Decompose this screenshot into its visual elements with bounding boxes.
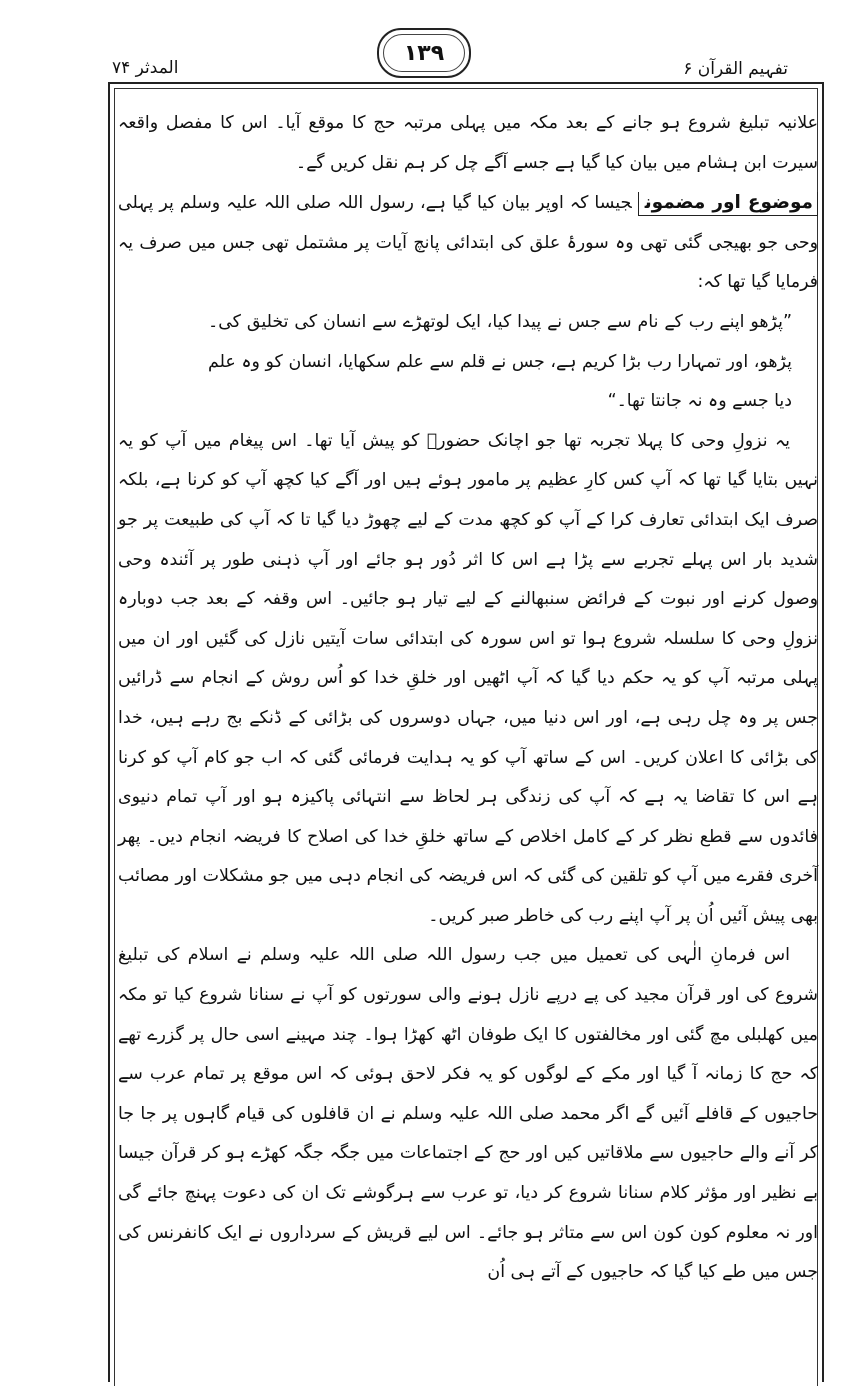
surah-name: المدثر ۷۴ (112, 58, 179, 78)
body-text (118, 104, 818, 1293)
quoted-verse: ”پڑھو اپنے رب کے نام سے جس نے پیدا کیا، ایک لوتھڑے سے انسان کی تخلیق کی۔ پڑھو، اور تمہارا رب بڑا کریم ہے، جس نے قلم سے علم سکھایا، انسان کو وہ علم دیا جسے وہ نہ جانتا تھا۔“ (208, 311, 792, 412)
paragraph (118, 183, 818, 303)
section-heading: موضوع اور مضمون (638, 192, 818, 216)
paragraph: علانیہ تبلیغ شروع ہو جانے کے بعد مکہ میں پہلی مرتبہ حج کا موقع آیا۔ اس کا مفصل واقعہ سیرت ابن ہشام میں بیان کیا گیا ہے جسے آگے چل کر ہم نقل کریں گے۔ (118, 113, 818, 173)
page-number-badge: ۱۳۹ (377, 28, 471, 78)
page-header (0, 0, 848, 80)
paragraph: اس فرمانِ الٰہی کی تعمیل میں جب رسول اللہ صلی اللہ علیہ وسلم نے اسلام کی تبلیغ شروع کی اور قرآن مجید کی پے درپے نازل ہونے والی سورتوں کو آپ نے سنانا شروع کیا تو مکہ میں کھلبلی مچ گئی اور مخالفتوں کا ایک طوفان اٹھ کھڑا ہوا۔ چند مہینے اسی حال پر گزرے تھے کہ حج کا زمانہ آ گیا اور مکے کے لوگوں کو یہ فکر لاحق ہوئی کہ اس موقع پر تمام عرب سے حاجیوں کے قافلے آئیں گے اگر محمد صلی اللہ علیہ وسلم نے ان قافلوں کی قیام گاہوں پر جا جا کر آنے والے حاجیوں سے ملاقاتیں کیں اور حج کے اجتماعات میں جگہ جگہ کھڑے ہو کر قرآن جیسا بے نظیر اور مؤثر کلام سنانا شروع کر دیا، تو عرب سے ہرگوشے تک ان کی دعوت پہنچ جائے گی اور نہ معلوم کون کون اس سے متاثر ہو جائے۔ اس لیے قریش کے سرداروں نے ایک کانفرنس کی جس میں طے کیا گیا کہ حاجیوں کے آتے ہی اُن (118, 945, 818, 1283)
paragraph: یہ نزولِ وحی کا پہلا تجربہ تھا جو اچانک حضورؐ کو پیش آیا تھا۔ اس پیغام میں آپ کو یہ نہیں بتایا گیا تھا کہ آپ کس کارِ عظیم پر مامور ہوئے ہیں اور آگے کیا کچھ آپ کو کرنا ہے، بلکہ صرف ایک ابتدائی تعارف کرا کے آپ کو کچھ مدت کے لیے چھوڑ دیا گیا تا کہ آپ کی طبیعت پر جو شدید بار اس پہلے تجربے سے پڑا ہے اس کا اثر دُور ہو جائے اور آپ ذہنی طور پر آئندہ وحی وصول کرنے اور نبوت کے فرائض سنبھالنے کے لیے تیار ہو جائیں۔ اس وقفہ کے بعد جب دوبارہ نزولِ وحی کا سلسلہ شروع ہوا تو اس سورہ کی ابتدائی سات آیتیں نازل کی گئیں اور ان میں پہلی مرتبہ آپ کو یہ حکم دیا گیا کہ آپ اٹھیں اور خلقِ خدا کو اُس روش کے انجام سے ڈرائیں جس پر وہ چل رہی ہے، اور اس دنیا میں، جہاں دوسروں کی بڑائی کے ڈنکے بج رہے ہیں، خدا کی بڑائی کا اعلان کریں۔ اس کے ساتھ آپ کو یہ ہدایت فرمائی گئی کہ اب جو کام آپ کو کرنا ہے اس کا تقاضا یہ ہے کہ آپ کی زندگی ہر لحاظ سے انتہائی پاکیزہ ہو اور آپ تمام دنیوی فائدوں سے قطع نظر کر کے کامل اخلاص کے ساتھ خلقِ خدا کی اصلاح کا فریضہ انجام دیں۔ پھر آخری فقرے میں آپ کو تلقین کی گئی کہ اس فریضہ کی انجام دہی میں جو مشکلات اور مصائب بھی پیش آئیں اُن پر آپ اپنے رب کی خاطر صبر کریں۔ (118, 430, 818, 926)
book-title: تفہیم القرآن ۶ (683, 59, 788, 79)
paragraph-text: جیسا کہ اوپر بیان کیا گیا ہے، رسول اللہ صلی اللہ علیہ وسلم پر پہلی وحی جو بھیجی گئی تھی وہ سورۂ علق کی ابتدائی پانچ آیات پر مشتمل تھی جس میں صرف یہ فرمایا گیا تھا کہ: (118, 193, 818, 293)
